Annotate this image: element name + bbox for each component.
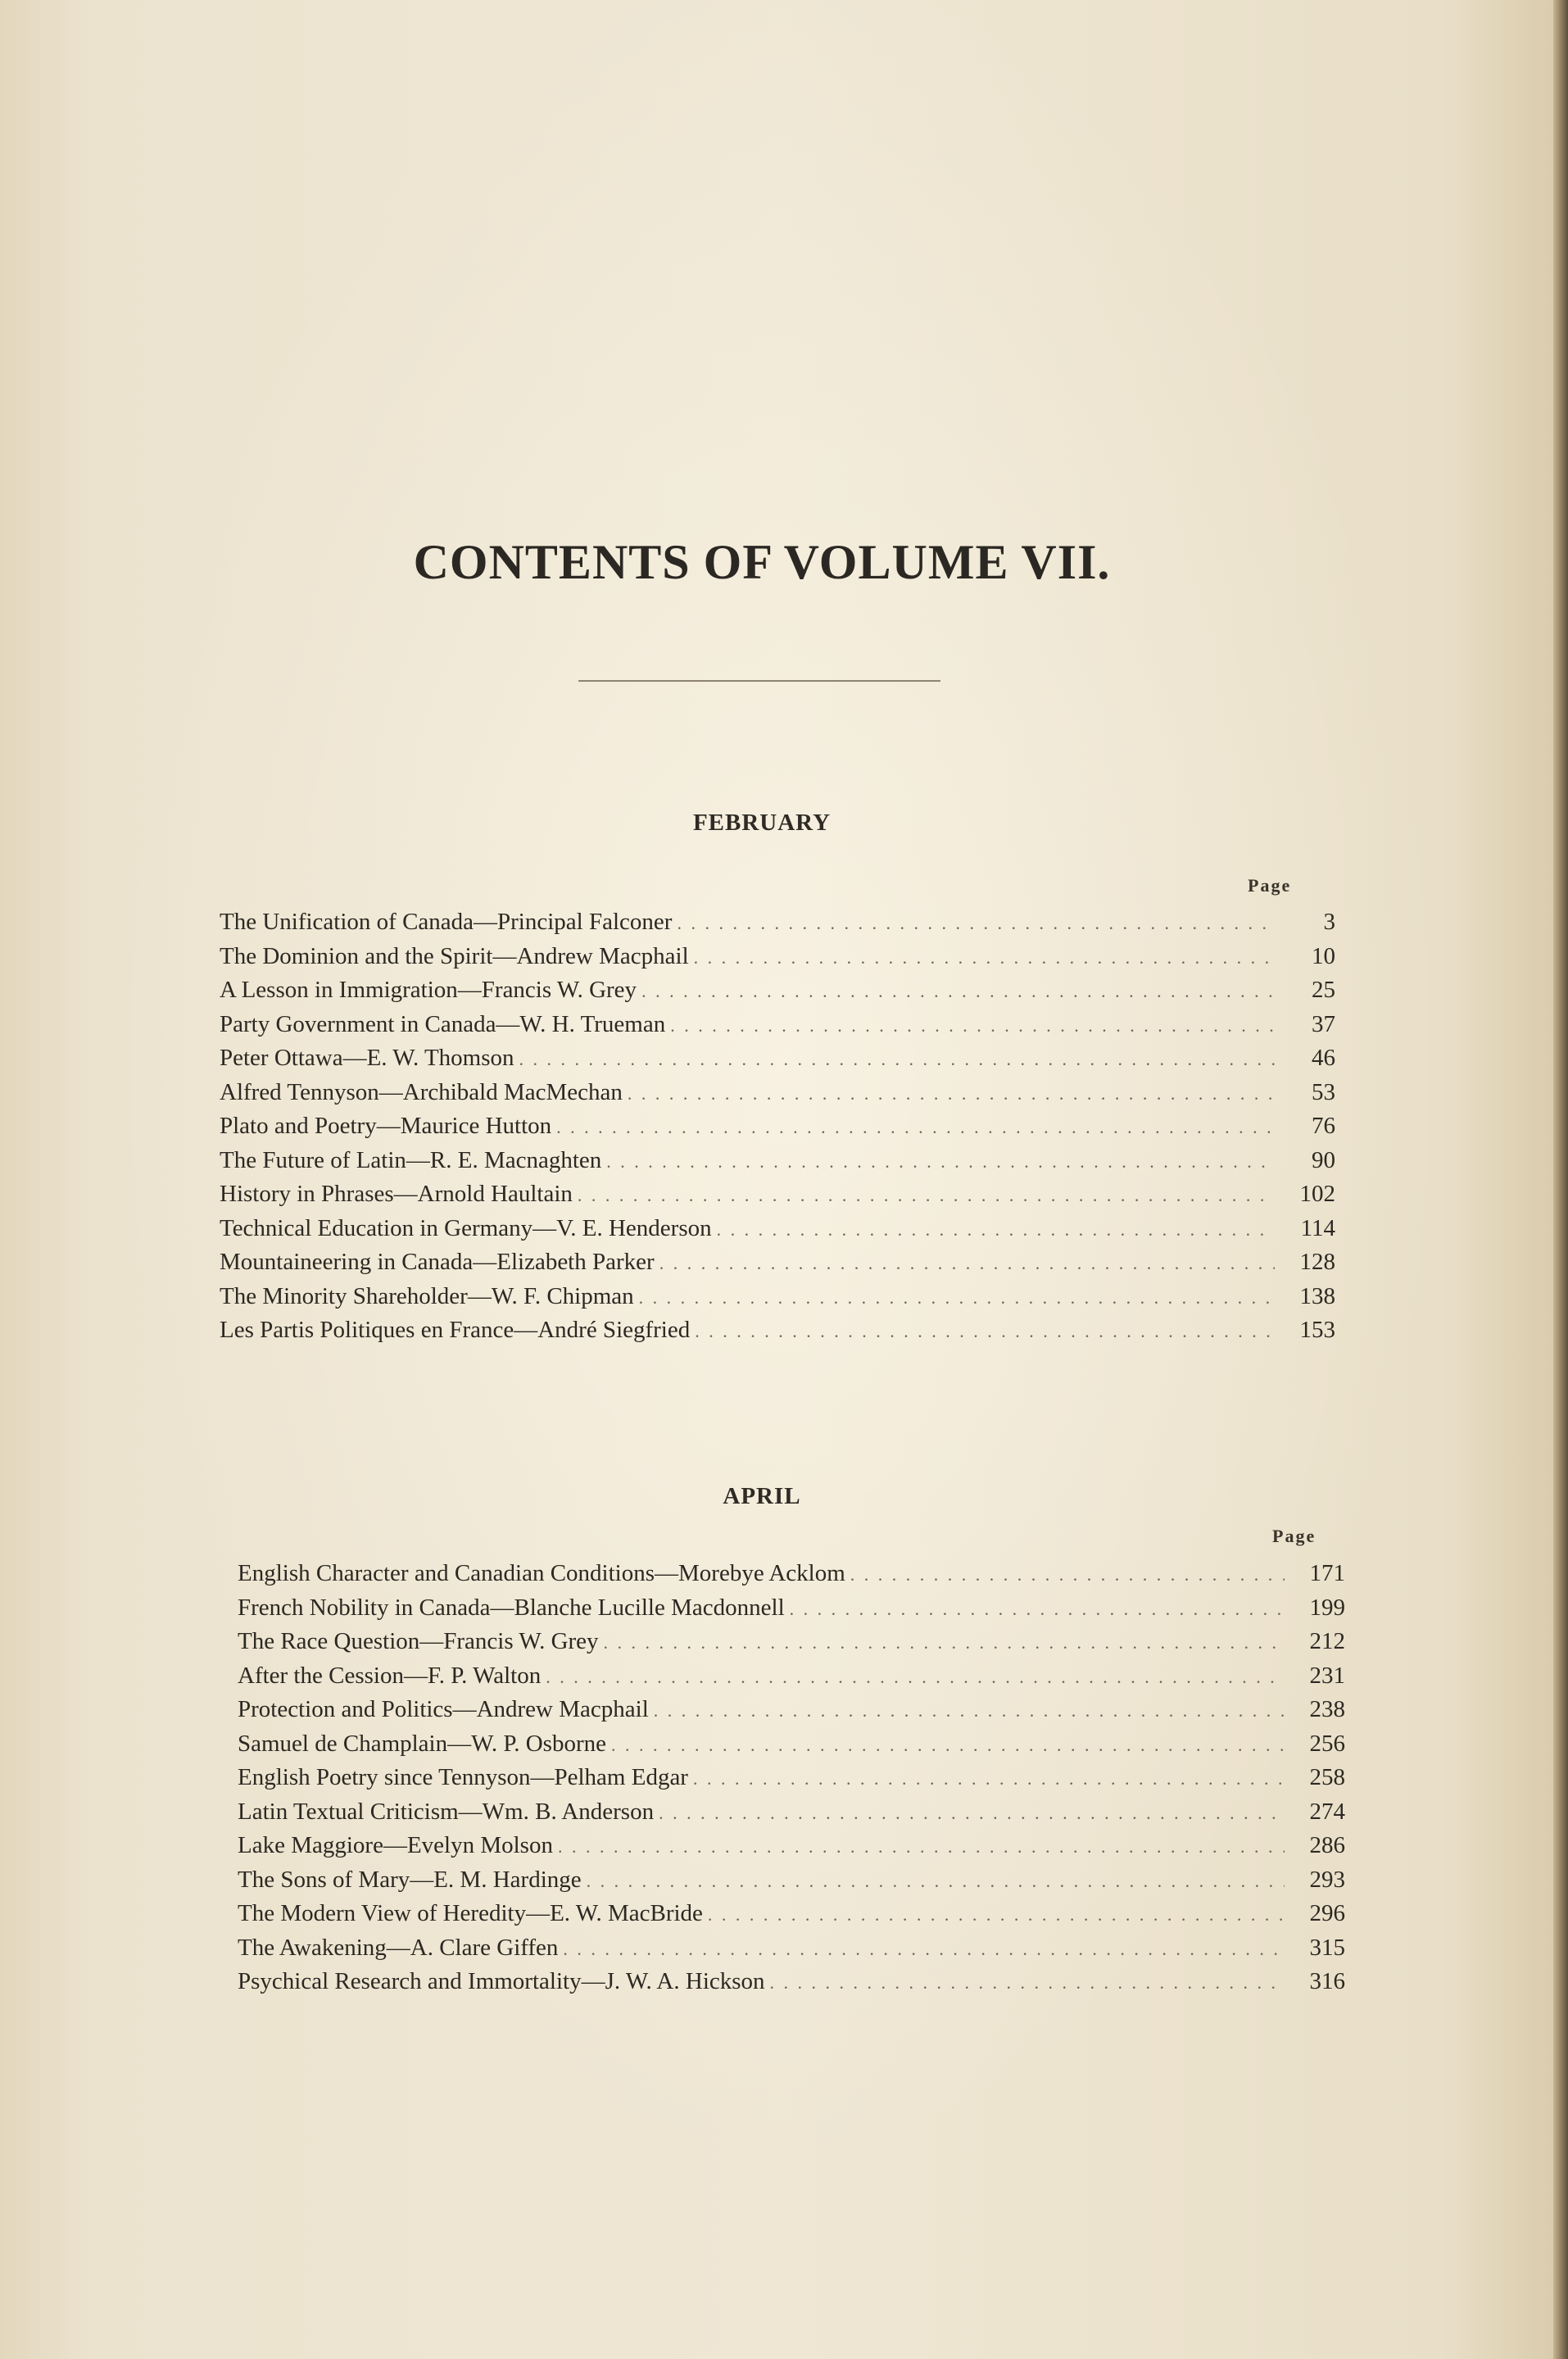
entry-page-number: 296 <box>1309 1900 1345 1926</box>
entry-title: The Race Question—Francis W. Grey <box>238 1628 599 1654</box>
entry-title: Mountaineering in Canada—Elizabeth Parker <box>220 1249 655 1275</box>
entry-title: Samuel de Champlain—W. P. Osborne <box>238 1730 606 1757</box>
entry-page-number: 25 <box>1312 977 1335 1003</box>
entry-page-number: 293 <box>1309 1866 1345 1893</box>
dot-leader <box>556 1110 1275 1145</box>
dot-leader <box>717 1213 1275 1247</box>
entry-title: Peter Ottawa—E. W. Thomson <box>220 1045 514 1071</box>
entry-page-number: 37 <box>1312 1010 1335 1037</box>
entry-title: French Nobility in Canada—Blanche Lucille Macdonnell <box>238 1594 785 1621</box>
toc-entry <box>238 1761 1345 1795</box>
dot-leader <box>659 1246 1275 1281</box>
toc-entry <box>220 940 1335 974</box>
entry-title: The Future of Latin—R. E. Macnaghten <box>220 1146 602 1173</box>
entry-page-number: 3 <box>1323 909 1335 935</box>
toc-entry <box>220 1313 1335 1348</box>
toc-entry <box>238 1727 1345 1762</box>
toc-entry <box>238 1965 1345 1999</box>
entry-page-number: 316 <box>1309 1968 1345 1994</box>
dot-leader <box>546 1660 1285 1694</box>
toc-entry <box>238 1795 1345 1830</box>
dot-leader <box>578 1178 1275 1213</box>
dot-leader <box>850 1558 1285 1592</box>
entry-title: The Unification of Canada—Principal Falconer <box>220 909 673 935</box>
entry-page-number: 46 <box>1312 1045 1335 1071</box>
entry-page-number: 231 <box>1309 1662 1345 1689</box>
entry-page-number: 76 <box>1312 1113 1335 1139</box>
entry-title: Les Partis Politiques en France—André Siegfried <box>220 1317 691 1343</box>
entry-page-number: 286 <box>1309 1832 1345 1858</box>
toc-entry <box>220 1245 1335 1280</box>
dot-leader <box>611 1728 1285 1762</box>
entry-title: Technical Education in Germany—V. E. Henderson <box>220 1214 712 1241</box>
toc-entry <box>220 905 1335 940</box>
dot-leader <box>639 1281 1275 1315</box>
dot-leader <box>708 1898 1285 1932</box>
section-heading: FEBRUARY <box>692 810 832 836</box>
toc-entry <box>220 1076 1335 1110</box>
toc-entry <box>238 1897 1345 1931</box>
entry-title: The Dominion and the Spirit—Andrew Macphail <box>220 942 689 969</box>
entry-page-number: 138 <box>1299 1282 1335 1309</box>
entry-title: Protection and Politics—Andrew Macphail <box>238 1696 649 1722</box>
entry-page-number: 315 <box>1309 1934 1345 1961</box>
entry-page-number: 10 <box>1312 942 1335 969</box>
toc-list <box>238 1557 1345 1999</box>
entry-page-number: 153 <box>1299 1317 1335 1343</box>
toc-entry <box>238 1931 1345 1966</box>
entry-title: Plato and Poetry—Maurice Hutton <box>220 1113 552 1139</box>
entry-page-number: 199 <box>1309 1594 1345 1621</box>
toc-entry <box>238 1829 1345 1863</box>
entry-page-number: 90 <box>1312 1146 1335 1173</box>
dot-leader <box>670 1009 1275 1043</box>
dot-leader <box>677 906 1275 941</box>
entry-page-number: 53 <box>1312 1078 1335 1105</box>
entry-page-number: 102 <box>1299 1181 1335 1207</box>
dot-leader <box>693 1762 1285 1796</box>
toc-entry <box>220 1008 1335 1042</box>
page-title: CONTENTS OF VOLUME VII. <box>413 535 1111 590</box>
dot-leader <box>519 1042 1275 1077</box>
entry-page-number: 128 <box>1299 1249 1335 1275</box>
toc-entry <box>238 1557 1345 1591</box>
dot-leader <box>587 1864 1285 1899</box>
toc-entry <box>238 1863 1345 1898</box>
entry-page-number: 171 <box>1309 1560 1345 1586</box>
dot-leader <box>563 1932 1285 1967</box>
toc-entry <box>220 1177 1335 1212</box>
dot-leader <box>628 1077 1275 1111</box>
entry-page-number: 258 <box>1309 1764 1345 1790</box>
toc-entry <box>220 1041 1335 1076</box>
dot-leader <box>558 1830 1285 1864</box>
title-rule <box>578 680 940 682</box>
entry-page-number: 238 <box>1309 1696 1345 1722</box>
dot-leader <box>695 1314 1275 1349</box>
entry-title: English Poetry since Tennyson—Pelham Edgar <box>238 1764 688 1790</box>
toc-entry <box>220 1212 1335 1246</box>
section-heading: APRIL <box>723 1483 801 1509</box>
entry-title: The Awakening—A. Clare Giffen <box>238 1934 559 1961</box>
entry-title: Party Government in Canada—W. H. Trueman <box>220 1010 666 1037</box>
entry-title: The Sons of Mary—E. M. Hardinge <box>238 1866 582 1893</box>
entry-title: A Lesson in Immigration—Francis W. Grey <box>220 977 637 1003</box>
entry-page-number: 256 <box>1309 1730 1345 1757</box>
toc-entry <box>220 973 1335 1008</box>
entry-title: After the Cession—F. P. Walton <box>238 1662 542 1689</box>
toc-entry <box>220 1144 1335 1178</box>
dot-leader <box>770 1966 1285 2000</box>
dot-leader <box>641 974 1275 1009</box>
entry-title: Psychical Research and Immortality—J. W. A. Hickson <box>238 1968 765 1994</box>
dot-leader <box>654 1694 1285 1728</box>
toc-entry <box>220 1280 1335 1314</box>
toc-list <box>220 905 1335 1348</box>
entry-title: The Modern View of Heredity—E. W. MacBride <box>238 1900 703 1926</box>
entry-page-number: 212 <box>1309 1628 1345 1654</box>
entry-title: English Character and Canadian Conditions—Morebye Acklom <box>238 1560 845 1586</box>
entry-page-number: 274 <box>1309 1798 1345 1825</box>
entry-page-number: 114 <box>1300 1214 1335 1241</box>
toc-entry <box>238 1625 1345 1659</box>
entry-title: Latin Textual Criticism—Wm. B. Anderson <box>238 1798 655 1825</box>
entry-title: The Minority Shareholder—W. F. Chipman <box>220 1282 634 1309</box>
dot-leader <box>790 1592 1285 1626</box>
entry-title: Lake Maggiore—Evelyn Molson <box>238 1832 553 1858</box>
dot-leader <box>659 1796 1285 1830</box>
toc-entry <box>238 1693 1345 1727</box>
toc-entry <box>238 1659 1345 1694</box>
page-edge <box>1553 0 1568 2359</box>
toc-entry <box>238 1591 1345 1626</box>
entry-title: History in Phrases—Arnold Haultain <box>220 1181 573 1207</box>
page-column-label: Page <box>1272 1526 1316 1546</box>
toc-entry <box>220 1109 1335 1144</box>
page-column-label: Page <box>1248 875 1292 896</box>
dot-leader <box>694 941 1275 975</box>
dot-leader <box>606 1145 1275 1179</box>
dot-leader <box>604 1626 1285 1660</box>
entry-title: Alfred Tennyson—Archibald MacMechan <box>220 1078 623 1105</box>
